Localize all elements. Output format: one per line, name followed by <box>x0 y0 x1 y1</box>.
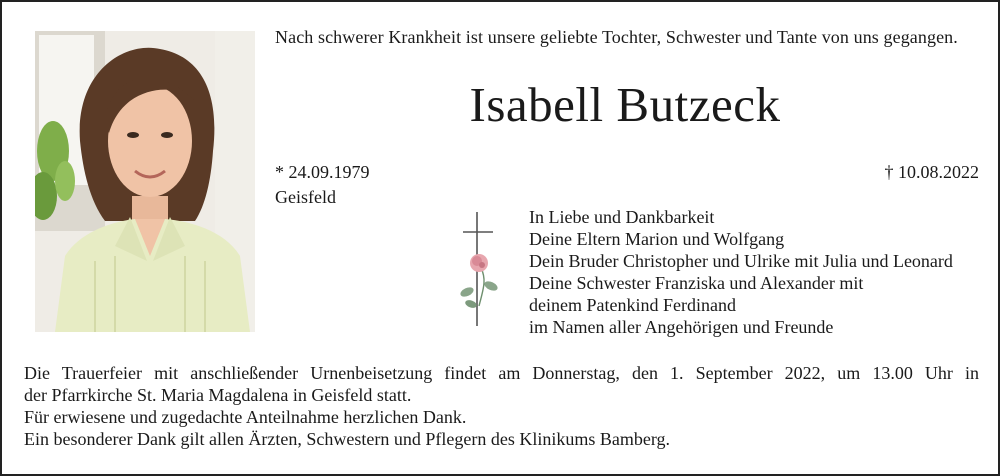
mourner-line: Deine Schwester Franziska und Alexander mit <box>529 273 864 293</box>
birth-date: * 24.09.1979 <box>275 162 370 182</box>
mourners-list <box>529 206 984 338</box>
footer-line: Die Trauerfeier mit anschließender Urnenbeisetzung findet am Donnerstag, den 1. September 2022, um 13.00 Uhr in <box>24 363 979 383</box>
mourner-line: deinem Patenkind Ferdinand <box>529 295 736 315</box>
portrait-photo <box>35 31 255 332</box>
footer-line: der Pfarrkirche St. Maria Magdalena in Geisfeld statt. <box>24 385 412 405</box>
mourner-line: In Liebe und Dankbarkeit <box>529 207 715 227</box>
mourner-line: im Namen aller Angehörigen und Freunde <box>529 317 834 337</box>
footer-line: Für erwiesene und zugedachte Anteilnahme herzlichen Dank. <box>24 407 467 427</box>
funeral-information <box>24 362 979 450</box>
intro-text: Nach schwerer Krankheit ist unsere geliebte Tochter, Schwester und Tante von uns gegangen. <box>275 27 958 47</box>
footer-line: Ein besonderer Dank gilt allen Ärzten, Schwestern und Pflegern des Klinikums Bamberg. <box>24 429 671 449</box>
birth-place: Geisfeld <box>275 187 336 207</box>
mourner-line: Deine Eltern Marion und Wolfgang <box>529 229 785 249</box>
mourner-line: Dein Bruder Christopher und Ulrike mit Julia und Leonard <box>529 251 953 271</box>
cross-with-rose-icon <box>457 210 517 328</box>
portrait-illustration <box>35 31 255 332</box>
death-date: † 10.08.2022 <box>884 162 979 182</box>
deceased-name: Isabell Butzeck <box>469 77 781 132</box>
